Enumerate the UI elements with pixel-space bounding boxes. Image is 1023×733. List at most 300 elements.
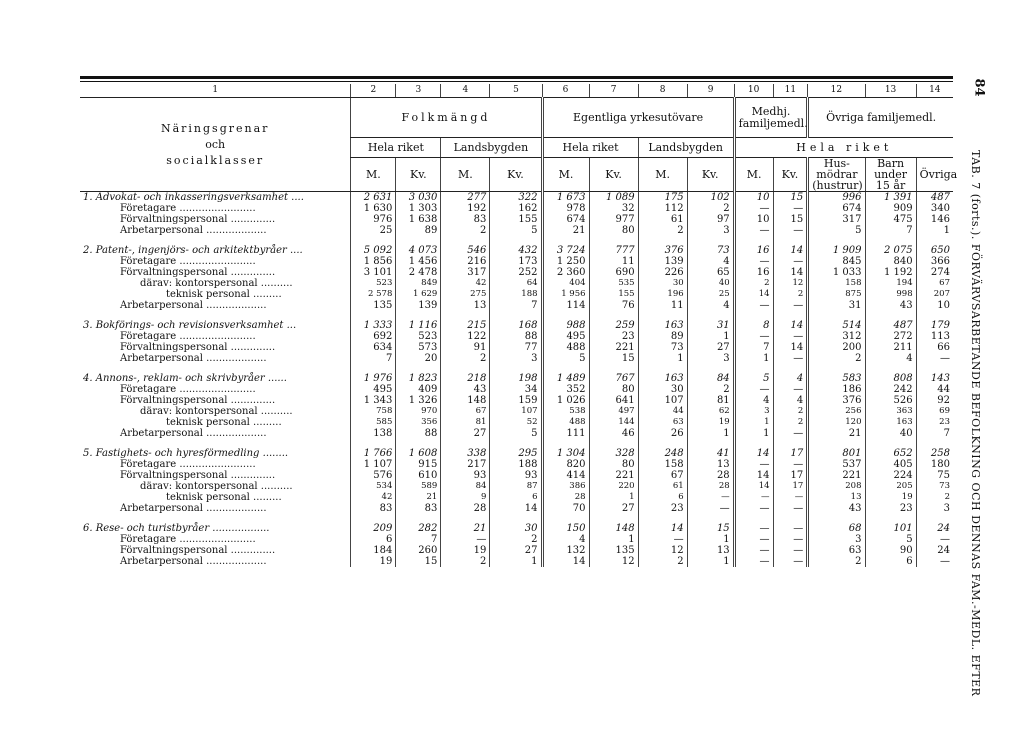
table-cell: 162 [490,203,542,214]
table-cell: 188 [490,459,542,470]
table-cell: 1 [734,428,773,439]
table-cell: 1 608 [396,448,441,459]
table-row [80,331,953,342]
table-cell: 15 [396,556,441,567]
table-cell: 188 [490,289,542,300]
table-cell: 207 [916,289,953,300]
table-cell: 13 [687,545,734,556]
table-cell: 845 [808,256,865,267]
table-cell: 3 101 [351,267,396,278]
table-cell: 497 [589,406,638,417]
table-cell: 4 [865,353,916,364]
spacer-cell [490,439,542,448]
table-cell: — [734,384,773,395]
column-number: 3 [396,84,441,98]
spacer-cell [351,439,396,448]
table-cell: 5 [734,373,773,384]
table-cell: 256 [808,406,865,417]
table-cell: 3 [687,353,734,364]
table-cell: 978 [542,203,589,214]
hela-riket-b: Hela riket [542,138,638,158]
table-cell: 252 [490,267,542,278]
spacer-cell [542,311,589,320]
spacer-cell [734,514,773,523]
spacer-cell [865,311,916,320]
table-cell: 1 [687,331,734,342]
ovriga-col-header: Övriga [916,158,953,192]
spacer-cell [589,514,638,523]
category-row [80,523,953,534]
table-cell: 674 [542,214,589,225]
table-cell: 27 [687,342,734,353]
table-cell: 376 [808,395,865,406]
spacer-cell [865,236,916,245]
table-cell: 977 [589,214,638,225]
row-label-line: och [205,137,226,151]
column-number: 9 [687,84,734,98]
table-cell: 155 [490,214,542,225]
table-cell: 132 [542,545,589,556]
table-cell: 163 [865,417,916,428]
barn-header: Barn under 15 år [865,158,916,192]
table-cell: — [773,353,808,364]
spacer-cell [734,439,773,448]
table-cell: 1 [589,492,638,503]
category-row [80,192,953,204]
spacer-cell [80,439,351,448]
spacer-cell [396,236,441,245]
spacer-cell [808,236,865,245]
spacer-cell [773,439,808,448]
table-cell: 1 026 [542,395,589,406]
table-cell: 111 [542,428,589,439]
row-label: Arbetarpersonal ................... [120,225,267,236]
table-cell: 163 [638,320,687,331]
kv-header: Kv. [589,158,638,192]
table-cell: 192 [441,203,490,214]
table-cell: — [773,545,808,556]
table-cell: — [773,331,808,342]
table-cell: 16 [734,245,773,256]
table-cell: 1 107 [351,459,396,470]
table-cell: 767 [589,373,638,384]
spacer-cell [734,364,773,373]
table-cell: 43 [441,384,490,395]
table-cell: 650 [916,245,953,256]
row-label: Förvaltningspersonal .............. [120,470,276,481]
table-cell: 138 [351,428,396,439]
row-label: teknisk personal ......... [166,289,282,300]
category-row [80,245,953,256]
table-cell: 5 [490,225,542,236]
table-cell: 226 [638,267,687,278]
table-cell: 546 [441,245,490,256]
spacer-cell [808,364,865,373]
ovriga-header: Övriga familjemedl. [808,98,953,138]
table-cell: 26 [638,428,687,439]
table-cell: 163 [638,373,687,384]
table-cell: 7 [351,353,396,364]
table-cell: 6 [351,534,396,545]
table-cell: 15 [773,214,808,225]
spacer-cell [441,236,490,245]
table-cell: 634 [351,342,396,353]
table-cell: 21 [396,492,441,503]
table-cell: 14 [490,503,542,514]
table-cell: 366 [916,256,953,267]
table-cell: 220 [589,481,638,492]
table-cell: 32 [589,203,638,214]
table-cell: 107 [490,406,542,417]
table-cell: 1 456 [396,256,441,267]
table-cell: 2 [808,556,865,567]
table-cell: 15 [589,353,638,364]
table-cell: 173 [490,256,542,267]
table-cell: 1 343 [351,395,396,406]
table-row [80,214,953,225]
table-cell: 62 [687,406,734,417]
spacer-row [80,364,953,373]
table-cell: 88 [490,331,542,342]
table-cell: 89 [396,225,441,236]
table-cell: 690 [589,267,638,278]
table-row [80,203,953,214]
table-cell: 488 [542,342,589,353]
table-cell: 7 [734,342,773,353]
table-cell: 840 [865,256,916,267]
table-cell: 2 478 [396,267,441,278]
table-cell: 282 [396,523,441,534]
table-cell: 13 [687,459,734,470]
table-cell: 363 [865,406,916,417]
table-cell: 4 [542,534,589,545]
table-cell: 81 [441,417,490,428]
table-cell: 67 [441,406,490,417]
spacer-cell [542,236,589,245]
table-cell: 5 [808,225,865,236]
table-cell: 83 [351,503,396,514]
side-title: TAB. 7 (forts.). FÖRVÄRVSARBETANDE BEFOLKNING OCH DENNAS FAM.-MEDL. EFTER [969,150,982,697]
table-row [80,481,953,492]
table-cell: — [687,503,734,514]
table-cell: — [773,225,808,236]
table-cell: 19 [351,556,396,567]
table-cell: 2 [638,556,687,567]
spacer-cell [734,311,773,320]
table-cell: 356 [396,417,441,428]
table-cell: 158 [638,459,687,470]
spacer-cell [916,364,953,373]
table-cell: 208 [808,481,865,492]
m-header: M. [734,158,773,192]
table-cell: — [773,556,808,567]
spacer-cell [396,514,441,523]
table-row [80,459,953,470]
row-label: Förvaltningspersonal .............. [120,214,276,225]
table-cell: 2 [773,406,808,417]
table-cell: 61 [638,481,687,492]
table-cell: 808 [865,373,916,384]
table-cell: 970 [396,406,441,417]
table-cell: 14 [773,267,808,278]
table-cell: 84 [441,481,490,492]
table-cell: 155 [589,289,638,300]
spacer-row [80,439,953,448]
table-cell: 2 [490,534,542,545]
table-cell: 487 [865,320,916,331]
table-cell: 4 [687,300,734,311]
table-cell: 2 360 [542,267,589,278]
table-cell: 7 [490,300,542,311]
category-row [80,320,953,331]
spacer-cell [396,311,441,320]
page-number: 84 [971,78,987,97]
row-label: 2. Patent-, ingenjörs- och arkitektbyråer .... [83,245,303,256]
table-cell: — [734,300,773,311]
spacer-row [80,514,953,523]
table-cell: 15 [773,192,808,204]
table-cell: 43 [865,300,916,311]
table-cell: 14 [773,320,808,331]
table-cell: 1 192 [865,267,916,278]
table-cell: 66 [916,342,953,353]
row-label-line: socialklasser [166,153,265,167]
table-cell: 523 [351,278,396,289]
spacer-cell [351,236,396,245]
table-cell: 42 [351,492,396,503]
table-cell: 1 629 [396,289,441,300]
table-cell: 73 [687,245,734,256]
egentliga-header: Egentliga yrkesutövare [542,98,734,138]
row-label: därav: kontorspersonal .......... [140,278,293,289]
spacer-cell [687,439,734,448]
table-row [80,278,953,289]
table-cell: 405 [865,459,916,470]
spacer-cell [80,364,351,373]
table-cell: 1 [734,417,773,428]
table-row [80,384,953,395]
table-cell: 90 [865,545,916,556]
column-number: 10 [734,84,773,98]
table-cell: — [734,534,773,545]
table-cell: 1 [734,353,773,364]
spacer-cell [441,364,490,373]
table-cell: 495 [351,384,396,395]
table-cell: 340 [916,203,953,214]
table-cell: 801 [808,448,865,459]
kv-header: Kv. [773,158,808,192]
table-cell: 19 [441,545,490,556]
table-cell: 139 [638,256,687,267]
table-cell: 526 [865,395,916,406]
table-cell: 143 [916,373,953,384]
table-cell: — [916,556,953,567]
row-label: Arbetarpersonal ................... [120,556,267,567]
table-cell: 1 [916,225,953,236]
row-label: teknisk personal ......... [166,417,282,428]
table-cell: 1 033 [808,267,865,278]
table-cell: 92 [916,395,953,406]
spacer-cell [80,236,351,245]
table-cell: 10 [734,192,773,204]
table-cell: 573 [396,342,441,353]
table-row [80,300,953,311]
table-cell: — [773,534,808,545]
table-cell: 6 [490,492,542,503]
column-number: 11 [773,84,808,98]
table-cell: 1 [638,353,687,364]
row-label: Förvaltningspersonal .............. [120,545,276,556]
table-cell: 488 [542,417,589,428]
table-cell: — [734,545,773,556]
hela-riket-c: Hela riket [734,138,953,158]
table-cell: 1 856 [351,256,396,267]
column-number: 8 [638,84,687,98]
table-row [80,395,953,406]
table-cell: 317 [808,214,865,225]
table-cell: 77 [490,342,542,353]
table-cell: 915 [396,459,441,470]
table-cell: — [734,556,773,567]
table-cell: 2 578 [351,289,396,300]
column-number: 6 [542,84,589,98]
spacer-cell [490,514,542,523]
row-label: Arbetarpersonal ................... [120,353,267,364]
table-cell: — [773,523,808,534]
table-cell: 186 [808,384,865,395]
table-cell: 25 [351,225,396,236]
table-cell: 28 [687,470,734,481]
table-cell: 495 [542,331,589,342]
table-cell: 1 116 [396,320,441,331]
table-cell: 6 [865,556,916,567]
table-cell: 1 333 [351,320,396,331]
table-row [80,353,953,364]
spacer-cell [865,364,916,373]
table-cell: 112 [638,203,687,214]
table-cell: 376 [638,245,687,256]
row-label: Förvaltningspersonal .............. [120,342,276,353]
table-cell: 15 [687,523,734,534]
spacer-cell [773,514,808,523]
table-cell: 538 [542,406,589,417]
table-cell: 1 [687,556,734,567]
table-cell: 17 [773,481,808,492]
table-cell: 80 [589,384,638,395]
table-cell: 4 [773,373,808,384]
table-cell: 576 [351,470,396,481]
table-cell: 31 [687,320,734,331]
category-row [80,373,953,384]
category-row [80,448,953,459]
table-cell: 179 [916,320,953,331]
table-cell: 5 [490,428,542,439]
table-cell: 2 [773,289,808,300]
spacer-cell [916,514,953,523]
row-label: 6. Rese- och turistbyråer .................. [83,523,270,534]
table-cell: 107 [638,395,687,406]
row-label: därav: kontorspersonal .......... [140,481,293,492]
table-cell: 14 [734,481,773,492]
table-row [80,342,953,353]
table-cell: 52 [490,417,542,428]
folkmangd-header: Folkmängd [351,98,542,138]
table-cell: 19 [865,492,916,503]
table-cell: 180 [916,459,953,470]
table-cell: — [773,384,808,395]
table-cell: 25 [687,289,734,300]
spacer-cell [734,236,773,245]
table-body [80,192,953,568]
table-cell: 514 [808,320,865,331]
row-label: Företagare ........................ [120,203,256,214]
row-label: Arbetarpersonal ................... [120,428,267,439]
hela-riket-a: Hela riket [351,138,441,158]
table-row [80,267,953,278]
table-cell: — [916,534,953,545]
spacer-cell [638,236,687,245]
table-cell: 272 [865,331,916,342]
table-cell: 40 [865,428,916,439]
table-row [80,556,953,567]
table-cell: — [638,534,687,545]
column-number: 5 [490,84,542,98]
table-cell: — [773,256,808,267]
spacer-cell [351,514,396,523]
spacer-cell [638,311,687,320]
table-cell: — [773,503,808,514]
m-header: M. [638,158,687,192]
table-cell: — [734,459,773,470]
table-cell: 122 [441,331,490,342]
spacer-cell [490,236,542,245]
column-number: 4 [441,84,490,98]
spacer-cell [638,439,687,448]
table-cell: — [734,492,773,503]
table-cell: 585 [351,417,396,428]
table-cell: 2 [734,278,773,289]
row-label: Arbetarpersonal ................... [120,300,267,311]
table-cell: 184 [351,545,396,556]
table-cell: 1 250 [542,256,589,267]
table-cell: 2 [808,353,865,364]
column-number: 14 [916,84,953,98]
spacer-cell [773,364,808,373]
table-cell: 1 956 [542,289,589,300]
spacer-cell [80,311,351,320]
table-cell: 70 [542,503,589,514]
table-cell: 97 [687,214,734,225]
table-cell: 27 [441,428,490,439]
table-cell: 258 [916,448,953,459]
table-cell: 194 [865,278,916,289]
spacer-cell [542,514,589,523]
spacer-cell [441,514,490,523]
table-cell: 196 [638,289,687,300]
table-cell: — [773,300,808,311]
table-cell: 63 [638,417,687,428]
table-row [80,289,953,300]
spacer-cell [490,364,542,373]
table-cell: 996 [808,192,865,204]
table-cell: — [687,492,734,503]
table-cell: 21 [808,428,865,439]
table-cell: 120 [808,417,865,428]
table-cell: 46 [589,428,638,439]
spacer-cell [80,514,351,523]
table-cell: 28 [542,492,589,503]
table-cell: 3 [490,353,542,364]
